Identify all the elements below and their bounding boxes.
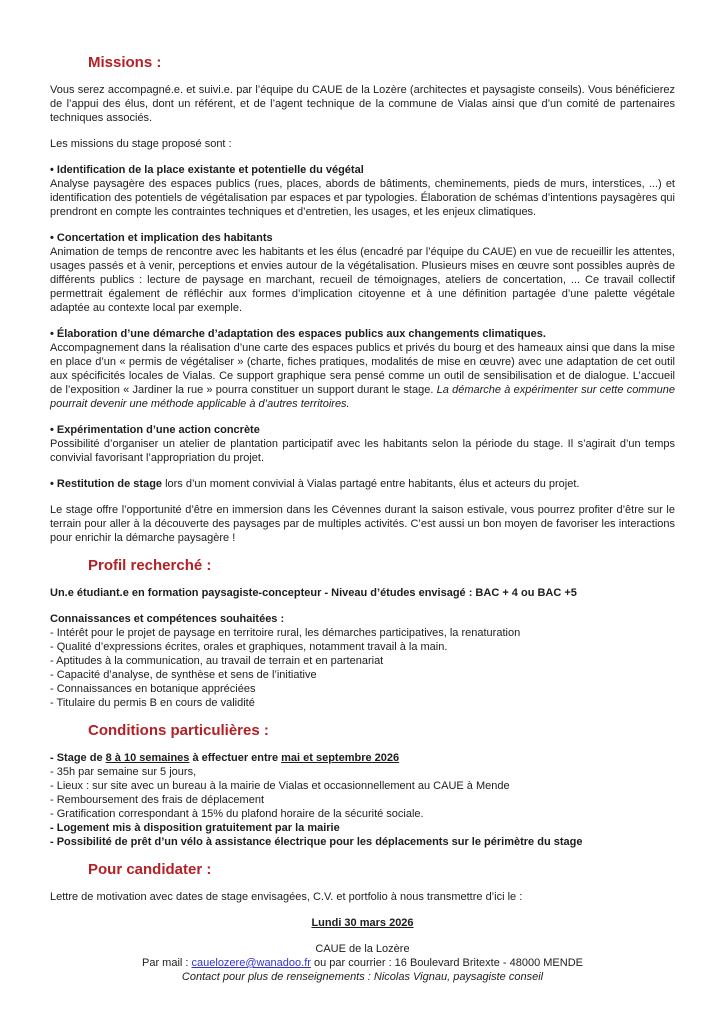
- mission-item-tail: lors d’un moment convivial à Vialas partagé entre habitants, élus et acteurs du projet.: [162, 478, 580, 490]
- mission-item-body-italic: La démarche à expérimenter sur cette commune pourrait devenir une méthode applicable à d’autres territoires.: [50, 384, 675, 410]
- section-heading-missions: Missions :: [88, 54, 162, 71]
- section-heading-conditions: Conditions particulières :: [88, 722, 269, 739]
- skill-item: - Titulaire du permis B en cours de validité: [50, 697, 255, 709]
- candidater-instructions: Lettre de motivation avec dates de stage envisagées, C.V. et portfolio à nous transmettre d’ici le :: [50, 891, 523, 903]
- missions-intro: Vous serez accompagné.e. et suivi.e. par l’équipe du CAUE de la Lozère (architectes et paysagiste conseils). Vous bénéficierez de l’appui des élus, dont un référent, et de l’agent technique de la commune de Vialas ainsi que d’un comité de partenaires techniques associés.: [50, 84, 675, 124]
- condition-item: - Gratification correspondant à 15% du plafond horaire de la sécurité sociale.: [50, 808, 424, 820]
- mission-item-body: Analyse paysagère des espaces publics (rues, places, abords de bâtiments, cheminements, pieds de murs, interstices, ...) et identification des potentiels de végétalisation par espaces et par typologies. Élaboration de schémas d’intentions paysagères qui prendront en compte les contraintes techniques et d’entretien, les usages, et les enjeux climatiques.: [50, 178, 675, 218]
- missions-lead: Les missions du stage proposé sont :: [50, 138, 232, 150]
- profil-skills: [50, 612, 675, 710]
- mission-item: [50, 231, 675, 315]
- skill-item: - Aptitudes à la communication, au travail de terrain et en partenariat: [50, 655, 384, 667]
- condition-item: - Lieux : sur site avec un bureau à la mairie de Vialas et occasionnellement au CAUE à Mende: [50, 780, 510, 792]
- mission-item-title: • Identification de la place existante et potentielle du végétal: [50, 164, 364, 176]
- mission-item-title: • Expérimentation d’une action concrète: [50, 424, 260, 436]
- footer-contact: Contact pour plus de renseignements : Nicolas Vignau, paysagiste conseil: [181, 971, 544, 983]
- skill-item: - Capacité d’analyse, de synthèse et sens de l’initiative: [50, 669, 317, 681]
- footer-mail-line: [50, 956, 675, 970]
- section-heading-profil: Profil recherché :: [88, 557, 212, 574]
- skill-item: - Connaissances en botanique appréciées: [50, 683, 256, 695]
- mission-item-title: • Concertation et implication des habitants: [50, 232, 273, 244]
- stage-duration: 8 à 10 semaines: [105, 752, 190, 764]
- mission-item: [50, 163, 675, 219]
- section-heading-candidater: Pour candidater :: [88, 861, 212, 878]
- stage-text: - Stage de: [50, 752, 106, 764]
- mission-item: [50, 327, 675, 411]
- mission-item-body: Animation de temps de rencontre avec les habitants et les élus (encadré par l’équipe du CAUE) en vue de recueillir les attentes, usages passés et à venir, perceptions et envies autour de la végétalisation. Plusieurs mises en œuvre sont possibles auprès de différents publics : lecture de paysage en marchant, recueil de témoignages, ateliers de concertation, ... Ce travail collectif permettrait également de réfléchir aux formes d’implication citoyenne et à une définition partagée d’une palette végétale adaptée au contexte local par exemple.: [50, 246, 675, 314]
- footer-org: CAUE de la Lozère: [315, 943, 410, 955]
- deadline: Lundi 30 mars 2026: [311, 917, 414, 929]
- footer: [50, 942, 675, 984]
- profil-subtitle: Un.e étudiant.e en formation paysagiste-concepteur - Niveau d’études envisagé : BAC + 4 ou BAC +5: [50, 587, 577, 599]
- mission-item-body: [50, 341, 675, 411]
- mission-item-inline: [50, 477, 675, 491]
- condition-item-bold: - Possibilité de prêt d’un vélo à assistance électrique pour les déplacements sur le périmètre du stage: [50, 836, 583, 848]
- condition-item: - Remboursement des frais de déplacement: [50, 794, 264, 806]
- mail-suffix: ou par courrier : 16 Boulevard Britexte - 48000 MENDE: [310, 957, 583, 969]
- mission-item: [50, 423, 675, 465]
- email-link[interactable]: cauelozere@wanadoo.fr: [191, 957, 311, 969]
- mission-item-body-text: Accompagnement dans la réalisation d’une carte des espaces publics et privés du bourg et des hameaux ainsi que dans la mise en place d’un « permis de végétaliser » (charte, fiches pratiques, modalités de mise en œuvre) avec une adaptation de cet outil aux spécificités locales de Vialas. Ce support graphique sera pensé comme un outil de sensibilisation et de dialogue. L’accueil de l’exposition « Jardiner la rue » pourra constituer un support durant le stage.: [50, 342, 675, 396]
- stage-text: à effectuer entre: [189, 752, 282, 764]
- mission-item-title: • Élaboration d’une démarche d’adaptation des espaces publics aux changements climatiques.: [50, 328, 546, 340]
- skills-title: Connaissances et compétences souhaitées :: [50, 613, 285, 625]
- condition-item-stage: [50, 751, 675, 765]
- mission-item: [50, 477, 675, 491]
- skill-item: - Qualité d’expressions écrites, orales et graphiques, notamment travail à la main.: [50, 641, 448, 653]
- conditions-list: [50, 751, 675, 849]
- mission-item-body: Possibilité d’organiser un atelier de plantation participatif avec les habitants selon la période du stage. Il s’agirait d’un temps convivial favorisant l’appropriation du projet.: [50, 438, 675, 464]
- missions-closing: Le stage offre l’opportunité d’être en immersion dans les Cévennes durant la saison estivale, vous pourrez profiter d’être sur le terrain pour aller à la découverte des paysages par de multiples activités. C’est aussi un bon moyen de favoriser les interactions pour enrichir la démarche paysagère !: [50, 504, 675, 544]
- mission-item-title: • Restitution de stage: [50, 478, 163, 490]
- condition-item: - 35h par semaine sur 5 jours,: [50, 766, 197, 778]
- skill-item: - Intérêt pour le projet de paysage en territoire rural, les démarches participatives, la renaturation: [50, 627, 521, 639]
- condition-item-bold: - Logement mis à disposition gratuitement par la mairie: [50, 822, 340, 834]
- stage-period: mai et septembre 2026: [281, 752, 400, 764]
- mail-prefix: Par mail :: [142, 957, 192, 969]
